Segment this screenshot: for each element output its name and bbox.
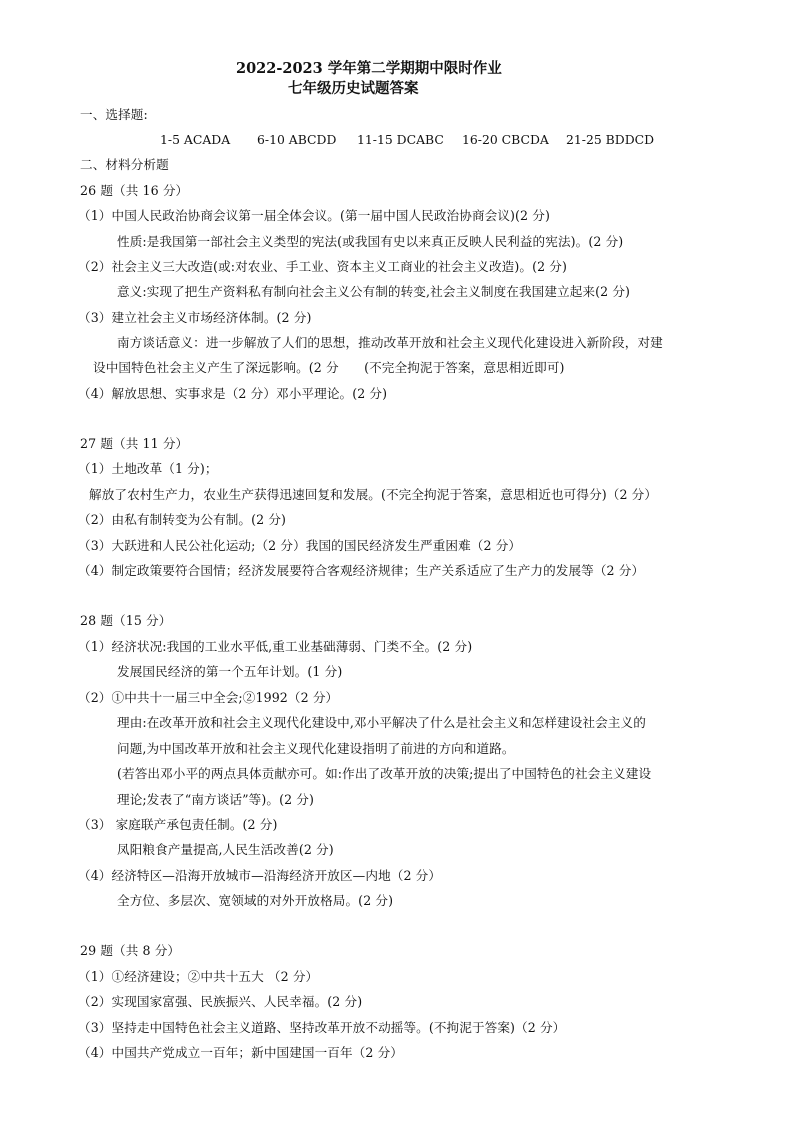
page-subtitle: 七年级历史试题答案 bbox=[288, 80, 419, 97]
answer-line: 南方谈话意义：进一步解放了人们的思想，推动改革开放和社会主义现代化建设进入新阶段，对建 bbox=[117, 335, 663, 350]
question-heading: 27 题（共 11 分） bbox=[80, 436, 189, 451]
choice-answer-group: 6-10 ABCDD bbox=[257, 132, 337, 147]
answer-line: （3）大跃进和人民公社化运动;（2 分）我国的国民经济发生严重困难（2 分） bbox=[78, 538, 522, 553]
answer-line: （4）经济特区—沿海开放城市—沿海经济开放区—内地（2 分） bbox=[78, 868, 442, 883]
answer-line: 凤阳粮食产量提高,人民生活改善(2 分) bbox=[117, 842, 334, 857]
page-title: 2022-2023 学年第二学期期中限时作业 bbox=[236, 60, 502, 77]
answer-line: 性质:是我国第一部社会主义类型的宪法(或我国有史以来真正反映人民利益的宪法)。(2 分) bbox=[117, 234, 624, 249]
answer-line: 解放了农村生产力，农业生产获得迅速回复和发展。(不完全拘泥于答案，意思相近也可得分)（2 分） bbox=[89, 487, 658, 502]
answer-line: （1）①经济建设；②中共十五大 （2 分） bbox=[78, 969, 319, 984]
question-heading: 29 题（共 8 分） bbox=[80, 943, 181, 958]
answer-line: 设中国特色社会主义产生了深远影响。(2 分 (不完全拘泥于答案，意思相近即可) bbox=[93, 360, 565, 375]
answer-line: （3）坚持走中国特色社会主义道路、坚持改革开放不动摇等。(不拘泥于答案)（2 分） bbox=[78, 1020, 566, 1035]
answer-line: 全方位、多层次、宽领域的对外开放格局。(2 分) bbox=[117, 893, 394, 908]
question-heading: 28 题（15 分） bbox=[80, 613, 172, 628]
answer-line: （1）土地改革（1 分)； bbox=[78, 461, 218, 476]
choice-answer-group: 1-5 ACADA bbox=[160, 132, 231, 147]
answer-line: （3） 家庭联产承包责任制。(2 分) bbox=[78, 817, 278, 832]
answer-line: 发展国民经济的第一个五年计划。(1 分) bbox=[117, 664, 343, 679]
question-heading: 26 题（共 16 分） bbox=[80, 183, 189, 198]
choice-answer-group: 11-15 DCABC bbox=[357, 132, 444, 147]
choice-answer-group: 16-20 CBCDA bbox=[462, 132, 549, 147]
section-heading-material: 二、材料分析题 bbox=[80, 157, 169, 172]
answer-line: （1）中国人民政治协商会议第一届全体会议。(第一届中国人民政治协商会议)(2 分) bbox=[78, 208, 550, 223]
answer-line: （4）解放思想、实事求是（2 分）邓小平理论。(2 分) bbox=[78, 386, 388, 401]
answer-line: （2）社会主义三大改造(或:对农业、手工业、资本主义工商业的社会主义改造)。(2 分) bbox=[78, 259, 568, 274]
answer-line: （2）①中共十一届三中全会;②1992（2 分） bbox=[78, 690, 339, 705]
answer-line: （3）建立社会主义市场经济体制。(2 分) bbox=[78, 310, 312, 325]
answer-line: 理由:在改革开放和社会主义现代化建设中,邓小平解决了什么是社会主义和怎样建设社会主义的 bbox=[117, 715, 646, 730]
section-heading-choice: 一、选择题: bbox=[80, 107, 148, 122]
answer-line: （1）经济状况:我国的工业水平低,重工业基础薄弱、门类不全。(2 分) bbox=[78, 639, 473, 654]
answer-line: （4）中国共产党成立一百年；新中国建国一百年（2 分） bbox=[78, 1045, 403, 1060]
answer-line: 问题,为中国改革开放和社会主义现代化建设指明了前进的方向和道路。 bbox=[117, 741, 515, 756]
answer-line: （4）制定政策要符合国情；经济发展要符合客观经济规律；生产关系适应了生产力的发展等（2 分） bbox=[78, 563, 645, 578]
answer-line: 意义:实现了把生产资料私有制向社会主义公有制的转变,社会主义制度在我国建立起来(2 分) bbox=[117, 284, 631, 299]
answer-line: 理论;发表了“南方谈话”等)。(2 分) bbox=[117, 792, 315, 807]
answer-line: (若答出邓小平的两点具体贡献亦可。如:作出了改革开放的决策;提出了中国特色的社会主义建设 bbox=[117, 766, 652, 781]
answer-line: （2）实现国家富强、民族振兴、人民幸福。(2 分) bbox=[78, 994, 363, 1009]
answer-line: （2）由私有制转变为公有制。(2 分) bbox=[78, 512, 287, 527]
choice-answer-group: 21-25 BDDCD bbox=[566, 132, 655, 147]
